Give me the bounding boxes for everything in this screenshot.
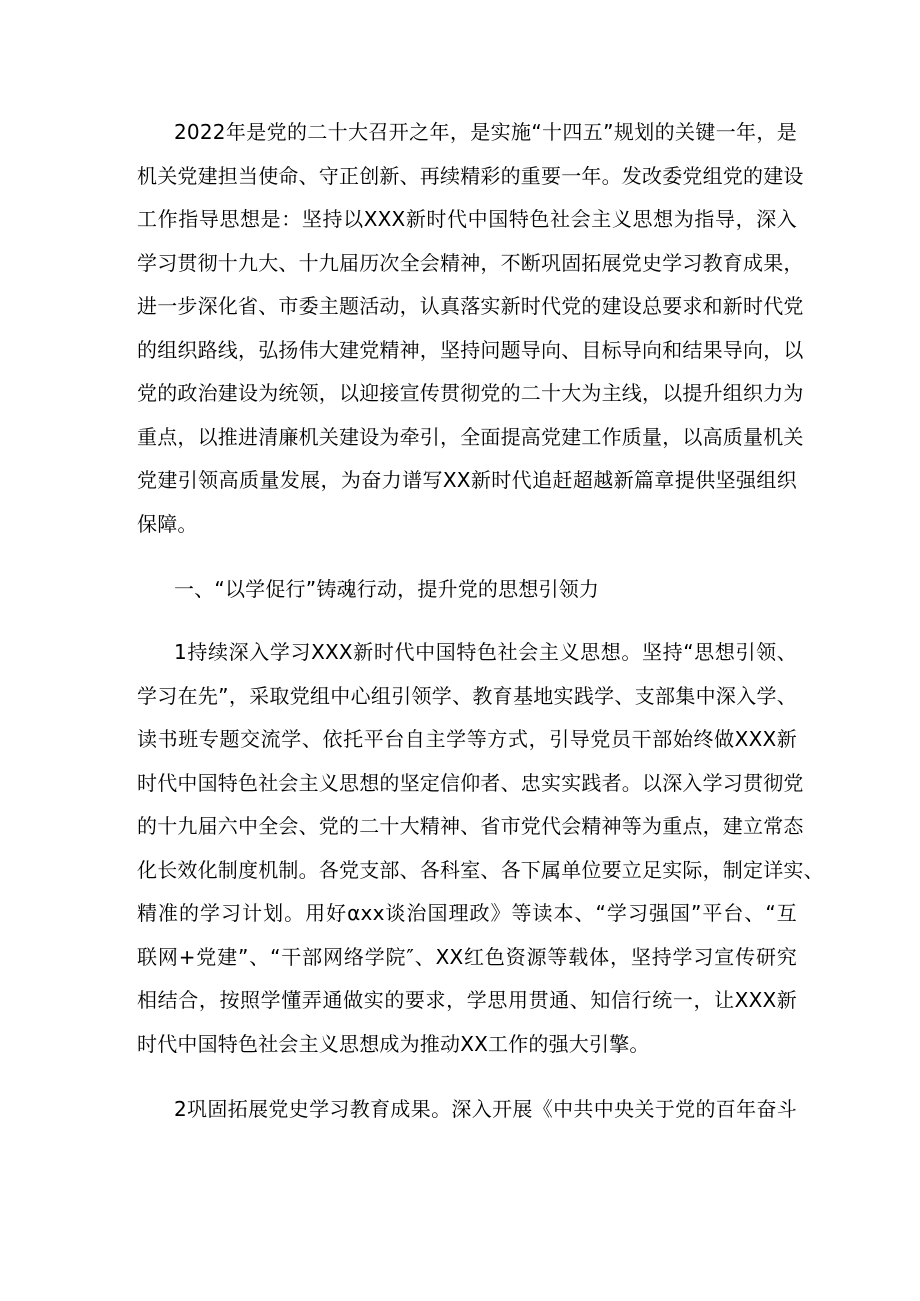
intro-line: 党的政治建设为统领，以迎接宣传贯彻党的二十大为主线，以提升组织力为 bbox=[137, 381, 804, 405]
intro-line: 进一步深化省、市委主题活动，认真落实新时代党的建设总要求和新时代党 bbox=[137, 294, 804, 318]
section-heading: 一、“以学促行”铸魂行动，提升党的思想引领力 bbox=[174, 577, 600, 601]
item-1-line: 学习在先”，采取党组中心组引领学、教育基地实践学、支部集中深入学、 bbox=[137, 684, 797, 708]
item-1-line: 读书班专题交流学、依托平台自主学等方式，引导党员干部始终做XXX新 bbox=[137, 727, 797, 751]
intro-line: 工作指导思想是：坚持以XXX新时代中国特色社会主义思想为指导，深入 bbox=[137, 207, 797, 231]
intro-line: 重点，以推进清廉机关建设为牵引，全面提高党建工作质量，以高质量机关 bbox=[137, 425, 804, 449]
item-1-line: 化长效化制度机制。各党支部、各科室、各下属单位要立足实际，制定详实、 bbox=[137, 858, 824, 882]
intro-line: 学习贯彻十九大、十九届历次全会精神，不断巩固拓展党史学习教育成果， bbox=[137, 251, 804, 275]
item-1-line: 精准的学习计划。用好αxx谈治国理政》等读本、“学习强国”平台、“互 bbox=[137, 901, 797, 925]
item-2-line: 2巩固拓展党史学习教育成果。深入开展《中共中央关于党的百年奋斗 bbox=[174, 1097, 797, 1121]
intro-line: 保障。 bbox=[137, 512, 198, 536]
item-1-line: 相结合，按照学懂弄通做实的要求，学思用贯通、知信行统一，让XXX新 bbox=[137, 988, 797, 1012]
intro-line: 机关党建担当使命、守正创新、再续精彩的重要一年。发改委党组党的建设 bbox=[137, 164, 804, 188]
item-1-line: 时代中国特色社会主义思想的坚定信仰者、忠实实践者。以深入学习贯彻党 bbox=[137, 771, 804, 795]
intro-line: 党建引领高质量发展，为奋力谱写XX新时代追赶超越新篇章提供坚强组织 bbox=[137, 468, 797, 492]
item-1-line: 联网+党建”、“干部网络学院″、XX红色资源等载体，坚持学习宣传研究 bbox=[137, 945, 797, 969]
item-1-line: 的十九届六中全会、党的二十大精神、省市党代会精神等为重点，建立常态 bbox=[137, 814, 804, 838]
item-1-line: 时代中国特色社会主义思想成为推动XX工作的强大引擎。 bbox=[137, 1032, 650, 1056]
item-1-line: 1持续深入学习XXX新时代中国特色社会主义思想。坚持“思想引领、 bbox=[174, 640, 797, 664]
intro-line: 2022年是党的二十大召开之年，是实施“十四五”规划的关键一年，是 bbox=[174, 120, 797, 144]
intro-line: 的组织路线，弘扬伟大建党精神，坚持问题导向、目标导向和结果导向，以 bbox=[137, 338, 804, 362]
